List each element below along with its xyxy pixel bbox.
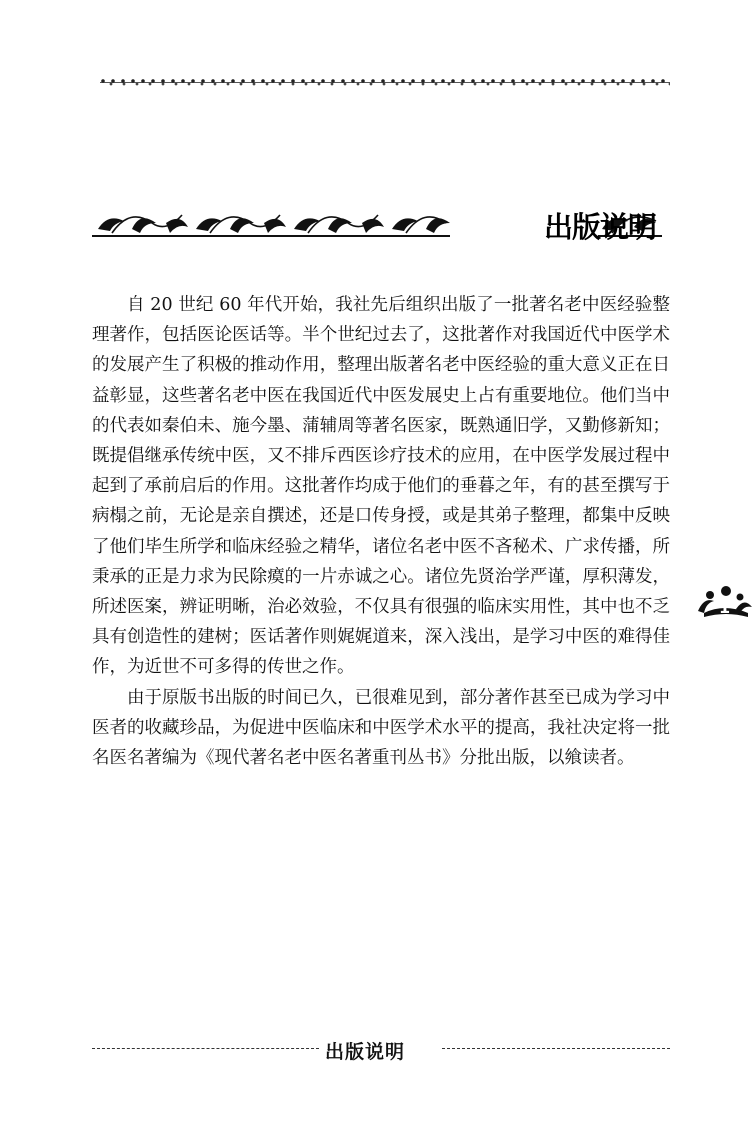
footer-running-title: 出版说明 [319,1037,411,1064]
footer-dash-left [92,1048,319,1049]
section-title: 出版说明 [544,210,657,244]
footer-rule [92,1039,670,1063]
floral-tab-icon [696,583,752,623]
footer-dash-right [442,1048,670,1049]
section-title-band [92,203,662,243]
decorative-top-rule [100,76,670,88]
body-text [92,290,670,773]
paragraph-2: 由于原版书出版的时间已久，已很难见到，部分著作甚至已成为学习中医者的收藏珍品，为促进中医临床和中医学术水平的提高，我社决定将一批名医名著编为《现代著名老中医名著重刊丛书》分批出版，以飨读者。 [92,687,670,769]
page-marker-ornament [696,583,752,623]
page-marker-number: 1 [719,598,731,617]
paragraph-1: 自 20 世纪 60 年代开始，我社先后组织出版了一批著名老中医经验整理著作，包括医论医话等。半个世纪过去了，这批著作对我国近代中医学术的发展产生了积极的推动作用，整理出版著名老中医经验的重大意义正在日益彰显，这些著名老中医在我国近代中医发展史上占有重要地位。他们当中的代表如秦伯未、施今墨、蒲辅周等著名医家，既熟通旧学，又勤修新知；既提倡继承传统中医，又不排斥西医诊疗技术的应用，在中医学发展过程中起到了承前启后的作用。这批著作均成于他们的垂暮之年，有的甚至撰写于病榻之前，无论是亲自撰述，还是口传身授，或是其弟子整理，都集中反映了他们毕生所学和临床经验之精华，诸位名老中医不吝秘术、广求传播，所秉承的正是力求为民除瘼的一片赤诚之心。诸位先贤治学严谨，厚积薄发，所述医案，辨证明晰，治必效验，不仅具有很强的临床实用性，其中也不乏具有创造性的建树；医话著作则娓娓道来，深入浅出，是学习中医的难得佳作，为近世不可多得的传世之作。 [92,295,670,678]
